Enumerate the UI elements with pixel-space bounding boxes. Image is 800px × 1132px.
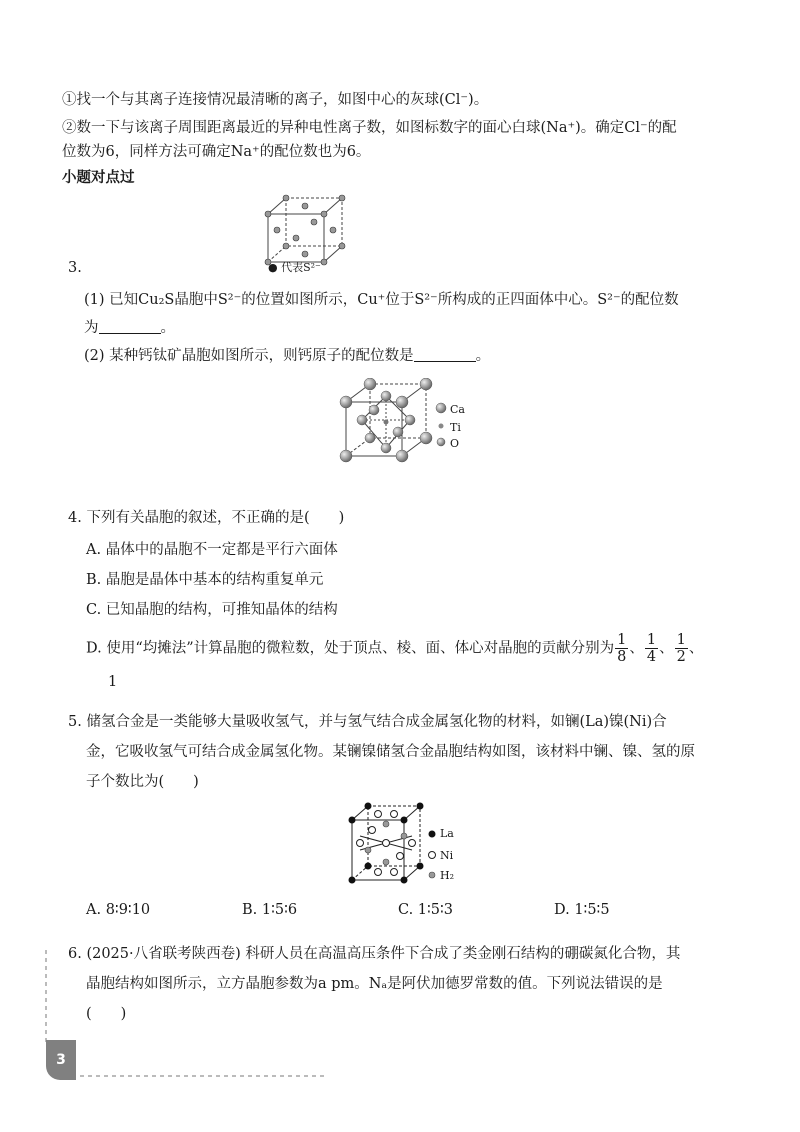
q3-part-2 [84,346,490,366]
margin-dashed-border [40,950,330,1082]
legend-ti: Ti [450,421,461,434]
q4-option-a[interactable]: A. 晶体中的晶胞不一定都是平行六面体 [86,542,338,558]
legend-o: O [450,437,460,450]
q5-legend-markers [426,828,438,882]
q3-answer-blank-1[interactable] [99,319,161,334]
q4-option-b[interactable]: B. 晶胞是晶体中基本的结构重复单元 [86,572,324,588]
q3-part-1-line-1: (1) 已知Cu₂S晶胞中S²⁻的位置如图所示，Cu⁺位于S²⁻所构成的正四面体中心。S²⁻的配位数 [84,292,679,308]
q3-part-1-line-2 [84,318,175,338]
page-number-badge: 3 [46,1040,76,1080]
q3-part-1-prefix: 为 [84,320,99,336]
q3-part-1-suffix: 。 [160,320,175,336]
section-heading: 小题对点过 [62,170,135,186]
q3-answer-blank-2[interactable] [414,347,476,362]
intro-step-2-line-2: 位数为6，同样方法可确定Na⁺的配位数也为6。 [62,144,371,160]
q3-figure-legend: ● 代表S²⁻ [268,261,321,274]
q6-stem-line-3: ( ) [86,1006,127,1022]
legend-h2: H₂ [440,869,455,882]
q6-stem-line-1: 6. (2025·八省联考陕西卷) 科研人员在高温高压条件下合成了类金刚石结构的硼碳氮化合物，其 [68,946,681,962]
q4-stem: 4. 下列有关晶胞的叙述，不正确的是( ) [68,510,345,526]
intro-step-2-line-1: ②数一下与该离子周围距离最近的异种电性离子数，如图标数字的面心白球(Na⁺)。确定Cl⁻的配 [62,120,677,136]
q5-option-d[interactable]: D. 1∶5∶5 [554,902,610,918]
lani-cell-figure [346,800,426,886]
q6-stem-line-2: 晶胞结构如图所示，立方晶胞参数为a pm。Nₐ是阿伏加德罗常数的值。下列说法错误的是 [86,976,663,992]
q3-part-2-prefix: (2) 某种钙钛矿晶胞如图所示，则钙原子的配位数是 [84,348,414,364]
q5-stem-line-2: 金，它吸收氢气可结合成金属氢化物。某镧镍储氢合金晶胞结构如图，该材料中镧、镍、氢的原 [86,744,695,760]
q4-option-c[interactable]: C. 已知晶胞的结构，可推知晶体的结构 [86,602,338,618]
fraction-1-2: $\frac{1}{2}$ [676,632,686,665]
q4-option-d[interactable]: D. 使用“均摊法”计算晶胞的微粒数，处于顶点、棱、面、体心对晶胞的贡献分别为 $\frac{1}{8}$ 、 $\frac{1}{4}$ 、 $\frac{1}{2}$ 、 [86,632,704,665]
q4-option-d-tail: 1 [108,674,118,690]
intro-step-1: ①找一个与其离子连接情况最清晰的离子，如图中心的灰球(Cl⁻)。 [62,92,489,108]
q5-stem-line-3: 子个数比为( ) [86,774,199,790]
legend-la: La [440,827,454,840]
q5-stem-line-1: 5. 储氢合金是一类能够大量吸收氢气，并与氢气结合成金属氢化物的材料，如镧(La)镍(Ni)合 [68,714,667,730]
fraction-1-4: $\frac{1}{4}$ [646,632,657,665]
q3-number: 3. [68,260,82,276]
q5-option-a[interactable]: A. 8∶9∶10 [86,902,151,918]
fraction-1-8: $\frac{1}{8}$ [617,632,627,665]
q5-option-b[interactable]: B. 1∶5∶6 [242,902,298,918]
q3-part-2-suffix: 。 [475,348,491,364]
legend-ni: Ni [440,849,454,862]
q5-option-c[interactable]: C. 1∶5∶3 [398,902,454,918]
legend-ca: Ca [450,403,465,416]
q4-option-d-text: D. 使用“均摊法”计算晶胞的微粒数，处于顶点、棱、面、体心对晶胞的贡献分别为 [86,640,615,657]
